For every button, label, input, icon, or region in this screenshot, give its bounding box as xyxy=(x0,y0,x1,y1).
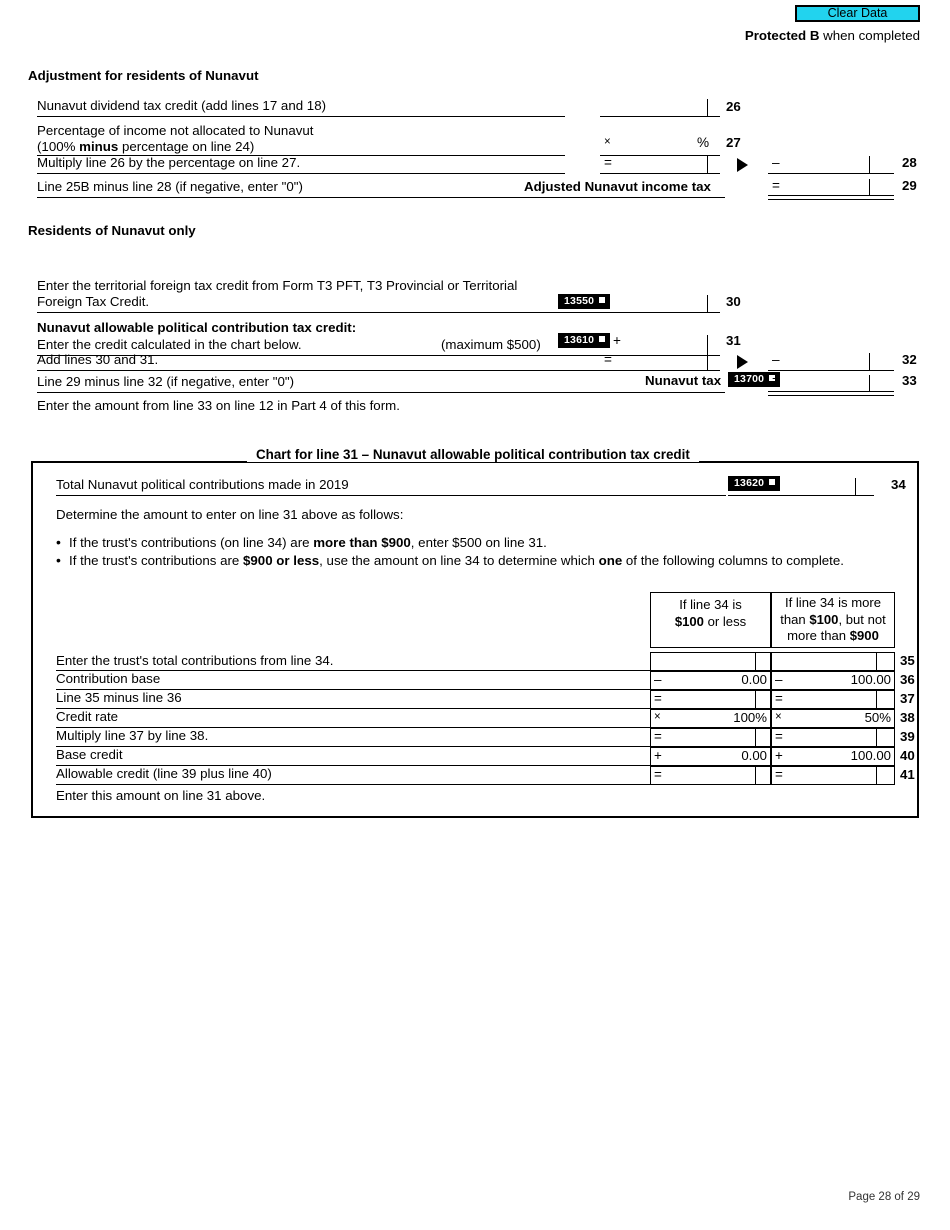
rule-31-amount xyxy=(558,355,720,356)
rule-28-amount xyxy=(768,173,894,174)
rule-39-left xyxy=(56,746,650,747)
row-label-36: Contribution base xyxy=(56,671,161,686)
operator-40-col1: + xyxy=(654,748,662,763)
political-credit-heading-colon: : xyxy=(351,320,357,335)
operator-41-col1: = xyxy=(654,767,662,782)
operator-29-equals: = xyxy=(772,178,780,193)
cents-divider-35-col2 xyxy=(876,652,877,671)
bullet-1-pre: If the trust's contributions (on line 34) are xyxy=(69,535,314,550)
rule-33-amount xyxy=(768,391,894,392)
bullet-2-bold2: one xyxy=(598,553,623,568)
code-box-square-13610 xyxy=(599,336,605,342)
row-label-35: Enter the trust's total contributions from line 34. xyxy=(56,653,334,668)
maximum-note-31: (maximum $500) xyxy=(441,337,541,352)
cents-divider-26 xyxy=(707,99,708,117)
value-38-col1: 100% xyxy=(733,710,767,725)
protected-b-label: Protected B xyxy=(744,28,820,43)
row-label-27-line2 xyxy=(37,139,254,154)
rule-28-left xyxy=(37,173,565,174)
line-number-39: 39 xyxy=(900,729,915,744)
code-box-13610 xyxy=(558,333,610,348)
cents-divider-30 xyxy=(707,295,708,313)
row-label-38: Credit rate xyxy=(56,709,119,724)
rule-29-amount-double xyxy=(768,199,894,200)
code-box-square-13620 xyxy=(769,479,775,485)
rule-29-amount xyxy=(768,195,894,196)
cents-divider-28-left xyxy=(707,156,708,174)
value-38-col2: 50% xyxy=(864,710,891,725)
code-13550-value: 13550 xyxy=(564,295,595,307)
column-header-2-line2-pre: than xyxy=(780,611,810,627)
rule-37-left xyxy=(56,708,650,709)
operator-37-col1: = xyxy=(654,691,662,706)
cents-divider-29 xyxy=(869,179,870,196)
rule-41-left xyxy=(56,784,650,785)
rule-32-left xyxy=(37,370,565,371)
residents-closing-note: Enter the amount from line 33 on line 12 in Part 4 of this form. xyxy=(37,398,400,413)
line-number-26: 26 xyxy=(726,99,741,114)
line-number-28: 28 xyxy=(902,155,917,170)
label-27-post: percentage on line 24) xyxy=(118,139,255,154)
rule-33-amount-double xyxy=(768,395,894,396)
bullet-2-post: of the following columns to complete. xyxy=(622,553,844,568)
line-number-30: 30 xyxy=(726,294,741,309)
page-footer: Page 28 of 29 xyxy=(848,1191,920,1203)
operator-31-plus: + xyxy=(613,333,621,348)
political-credit-heading xyxy=(37,320,356,335)
clear-data-button[interactable]: Clear Data xyxy=(795,5,920,22)
row-label-39: Multiply line 37 by line 38. xyxy=(56,728,209,743)
line-number-27: 27 xyxy=(726,135,741,150)
row-label-31: Enter the credit calculated in the chart below. xyxy=(37,337,302,352)
line-number-35: 35 xyxy=(900,653,915,668)
rule-30-left xyxy=(37,312,565,313)
column-header-1 xyxy=(650,592,771,648)
column-header-1-bold: $100 xyxy=(674,613,704,629)
chart-bullet-2 xyxy=(56,552,844,568)
line-number-31: 31 xyxy=(726,333,741,348)
carry-arrow-32 xyxy=(737,355,748,369)
section-title-adjustment: Adjustment for residents of Nunavut xyxy=(28,68,259,83)
operator-32-equals: = xyxy=(604,352,612,367)
line-number-37: 37 xyxy=(900,691,915,706)
chart-title: Chart for line 31 – Nunavut allowable political contribution tax credit xyxy=(247,447,699,462)
cents-divider-33 xyxy=(869,375,870,391)
cents-divider-32-left xyxy=(707,353,708,371)
column-header-2-line1: If line 34 is more xyxy=(784,595,882,610)
value-40-col2: 100.00 xyxy=(850,748,891,763)
cents-divider-32 xyxy=(869,353,870,371)
cents-divider-34 xyxy=(855,478,856,496)
cell-39-col1[interactable] xyxy=(650,728,771,747)
percent-sign-27: % xyxy=(697,135,710,150)
operator-33-equals: = xyxy=(772,373,780,388)
rule-33-left xyxy=(37,392,725,393)
operator-27-multiply: × xyxy=(604,136,611,148)
operator-36-col2: – xyxy=(775,672,783,687)
bullet-2-pre: If the trust's contributions are xyxy=(69,553,244,568)
code-13700-value: 13700 xyxy=(734,373,765,385)
cents-divider-41-col2 xyxy=(876,766,877,785)
adjusted-nunavut-income-tax-label: Adjusted Nunavut income tax xyxy=(524,179,711,194)
cents-divider-39-col1 xyxy=(755,728,756,747)
row-label-26: Nunavut dividend tax credit (add lines 17 and 18) xyxy=(37,98,327,113)
line-number-36: 36 xyxy=(900,672,915,687)
operator-28-equals: = xyxy=(604,155,612,170)
operator-39-col2: = xyxy=(775,729,783,744)
row-label-30-line2: Foreign Tax Credit. xyxy=(37,294,150,309)
rule-27-amount xyxy=(600,155,720,156)
line-number-41: 41 xyxy=(900,767,915,782)
operator-36-col1: – xyxy=(654,672,662,687)
line-number-38: 38 xyxy=(900,710,915,725)
row-label-41: Allowable credit (line 39 plus line 40) xyxy=(56,766,272,781)
column-header-1-line1: If line 34 is xyxy=(679,597,742,612)
row-label-37: Line 35 minus line 36 xyxy=(56,690,182,705)
row-label-34: Total Nunavut political contributions made in 2019 xyxy=(56,477,349,492)
line-number-40: 40 xyxy=(900,748,915,763)
rule-26-left xyxy=(37,116,565,117)
cents-divider-37-col2 xyxy=(876,690,877,709)
operator-41-col2: = xyxy=(775,767,783,782)
column-header-1-post: or less xyxy=(703,613,747,629)
chart-closing-note: Enter this amount on line 31 above. xyxy=(56,788,266,803)
cents-divider-39-col2 xyxy=(876,728,877,747)
column-header-2 xyxy=(771,592,895,648)
bullet-dot-icon-1: • xyxy=(56,534,61,550)
cents-divider-28 xyxy=(869,156,870,174)
column-header-2-line3-bold: $900 xyxy=(849,628,879,643)
operator-39-col1: = xyxy=(654,729,662,744)
value-40-col1: 0.00 xyxy=(741,748,767,763)
operator-38-col1: × xyxy=(654,711,661,723)
code-box-square-13550 xyxy=(599,297,605,303)
rule-34-amount xyxy=(728,495,874,496)
chart-bullet-1 xyxy=(56,534,547,550)
operator-32-minus: – xyxy=(772,352,780,367)
section-title-residents: Residents of Nunavut only xyxy=(28,223,196,238)
value-36-col2: 100.00 xyxy=(850,672,891,687)
bullet-dot-icon-2: • xyxy=(56,552,61,568)
nunavut-tax-label: Nunavut tax xyxy=(645,373,722,388)
carry-arrow-28 xyxy=(737,158,748,172)
rule-32-sub-amount xyxy=(558,370,720,371)
cell-41-col1[interactable] xyxy=(650,766,771,785)
line-number-32: 32 xyxy=(902,352,917,367)
row-label-29: Line 25B minus line 28 (if negative, enter "0") xyxy=(37,179,303,194)
cell-35-col1[interactable] xyxy=(650,652,771,671)
row-label-40: Base credit xyxy=(56,747,123,762)
rule-34-left xyxy=(56,495,726,496)
operator-37-col2: = xyxy=(775,691,783,706)
code-13620-value: 13620 xyxy=(734,477,765,489)
column-header-2-line2-bold: $100 xyxy=(809,611,839,627)
label-27-bold: minus xyxy=(79,139,119,154)
bullet-1-post: , enter $500 on line 31. xyxy=(410,535,547,550)
code-box-13620 xyxy=(728,476,780,491)
bullet-1-bold: more than $900 xyxy=(313,535,411,550)
rule-32-amount xyxy=(768,370,894,371)
political-credit-heading-text: Nunavut allowable political contribution tax credit xyxy=(37,320,352,335)
chart-intro-text: Determine the amount to enter on line 31 above as follows: xyxy=(56,507,404,522)
operator-40-col2: + xyxy=(775,748,783,763)
column-header-2-line3-pre: more than xyxy=(787,628,850,643)
rule-26-amount xyxy=(600,116,720,117)
cents-divider-35-col1 xyxy=(755,652,756,671)
row-label-28: Multiply line 26 by the percentage on line 27. xyxy=(37,155,301,170)
rule-29-left xyxy=(37,197,725,198)
rule-28-sub-amount xyxy=(600,173,720,174)
row-label-30-line1: Enter the territorial foreign tax credit from Form T3 PFT, T3 Provincial or Territorial xyxy=(37,278,518,293)
line-number-33: 33 xyxy=(902,373,917,388)
cents-divider-37-col1 xyxy=(755,690,756,709)
bullet-2-mid: , use the amount on line 34 to determine which xyxy=(319,553,599,568)
operator-28-minus: – xyxy=(772,155,780,170)
cents-divider-31 xyxy=(707,335,708,355)
code-box-13550 xyxy=(558,294,610,309)
code-13610-value: 13610 xyxy=(564,334,595,346)
value-36-col1: 0.00 xyxy=(741,672,767,687)
rule-30-amount xyxy=(558,312,720,313)
line-number-29: 29 xyxy=(902,178,917,193)
column-header-2-line2-post: , but not xyxy=(838,611,886,627)
row-label-33: Line 29 minus line 32 (if negative, enter "0") xyxy=(37,374,295,389)
line-number-34: 34 xyxy=(891,477,906,492)
row-label-27-line1: Percentage of income not allocated to Nunavut xyxy=(37,123,314,138)
operator-38-col2: × xyxy=(775,711,782,723)
label-27-pre: (100% xyxy=(37,139,80,154)
cents-divider-41-col1 xyxy=(755,766,756,785)
bullet-2-bold: $900 or less xyxy=(243,553,320,568)
cell-37-col1[interactable] xyxy=(650,690,771,709)
protected-b-suffix: when completed xyxy=(819,28,920,43)
row-label-32: Add lines 30 and 31. xyxy=(37,352,159,367)
protected-b-notice xyxy=(745,28,920,43)
